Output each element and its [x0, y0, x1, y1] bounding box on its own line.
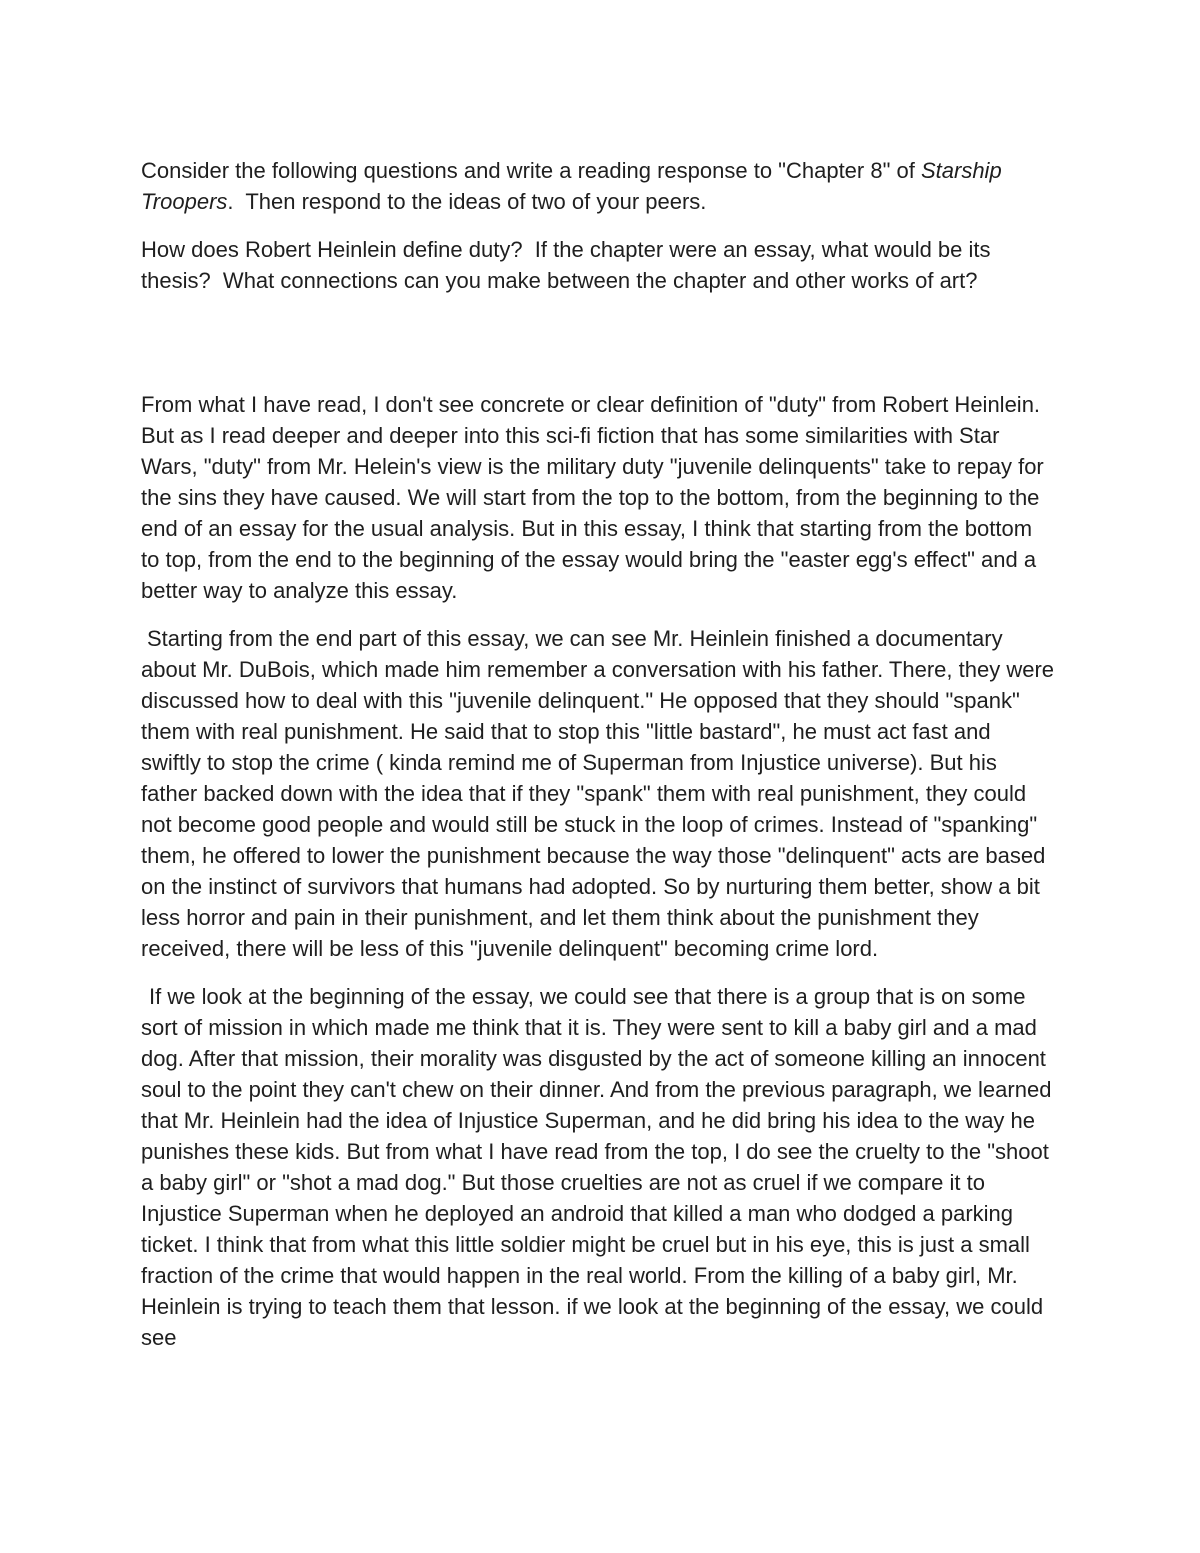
essay-body — [141, 389, 1061, 1353]
essay-paragraph-3: If we look at the beginning of the essay, we could see that there is a group that is on some sort of mission in which made me think that it is. They were sent to kill a baby girl and a mad dog. After that mission, their morality was disgusted by the act of someone killing an innocent soul to the point they can't chew on their dinner. And from the previous paragraph, we learned that Mr. Heinlein had the idea of Injustice Superman, and he did bring his idea to the way he punishes these kids. But from what I have read from the top, I do see the cruelty to the "shoot a baby girl" or "shot a mad dog." But those cruelties are not as cruel if we compare it to Injustice Superman when he deployed an android that killed a man who dodged a parking ticket. I think that from what this little soldier might be cruel but in his eye, this is just a small fraction of the crime that would happen in the real world. From the killing of a baby girl, Mr. Heinlein is trying to teach them that lesson. if we look at the beginning of the essay, we could see — [141, 984, 1058, 1350]
prompt-instructions: . Then respond to the ideas of two of your peers. — [227, 189, 707, 214]
book-title: Starship Troopers — [141, 158, 1008, 214]
prompt-intro: Consider the following questions and write a reading response to "Chapter 8" of — [141, 158, 921, 183]
blank-space — [141, 313, 1055, 389]
essay-paragraph-1: From what I have read, I don't see concrete or clear definition of "duty" from Robert Heinlein. But as I read deeper and deeper into this sci-fi fiction that has some similarities with Star Wars, "duty" from Mr. Helein's view is the military duty "juvenile delinquents" take to repay for the sins they have caused. We will start from the top to the bottom, from the beginning to the end of an essay for the usual analysis. But in this essay, I think that starting from the bottom to top, from the end to the beginning of the essay would bring the "easter egg's effect" and a better way to analyze this essay. — [141, 392, 1050, 603]
essay-paragraph-2: Starting from the end part of this essay, we can see Mr. Heinlein finished a documentary about Mr. DuBois, which made him remember a conversation with his father. There, they were discussed how to deal with this "juvenile delinquent." He opposed that they should "spank" them with real punishment. He said that to stop this "little bastard", he must act fast and swiftly to stop the crime ( kinda remind me of Superman from Injustice universe). But his father backed down with the idea that if they "spank" them with real punishment, they could not become good people and would still be stuck in the loop of crimes. Instead of "spanking" them, he offered to lower the punishment because the way those "delinquent" acts are based on the instinct of survivors that humans had adopted. So by nurturing them better, show a bit less horror and pain in their punishment, and let them think about the punishment they received, there will be less of this "juvenile delinquent" becoming crime lord. — [141, 626, 1061, 961]
assignment-prompt — [141, 155, 1055, 217]
assignment-questions: How does Robert Heinlein define duty? If the chapter were an essay, what would be its thesis? What connections can you make between the chapter and other works of art? — [141, 237, 997, 293]
